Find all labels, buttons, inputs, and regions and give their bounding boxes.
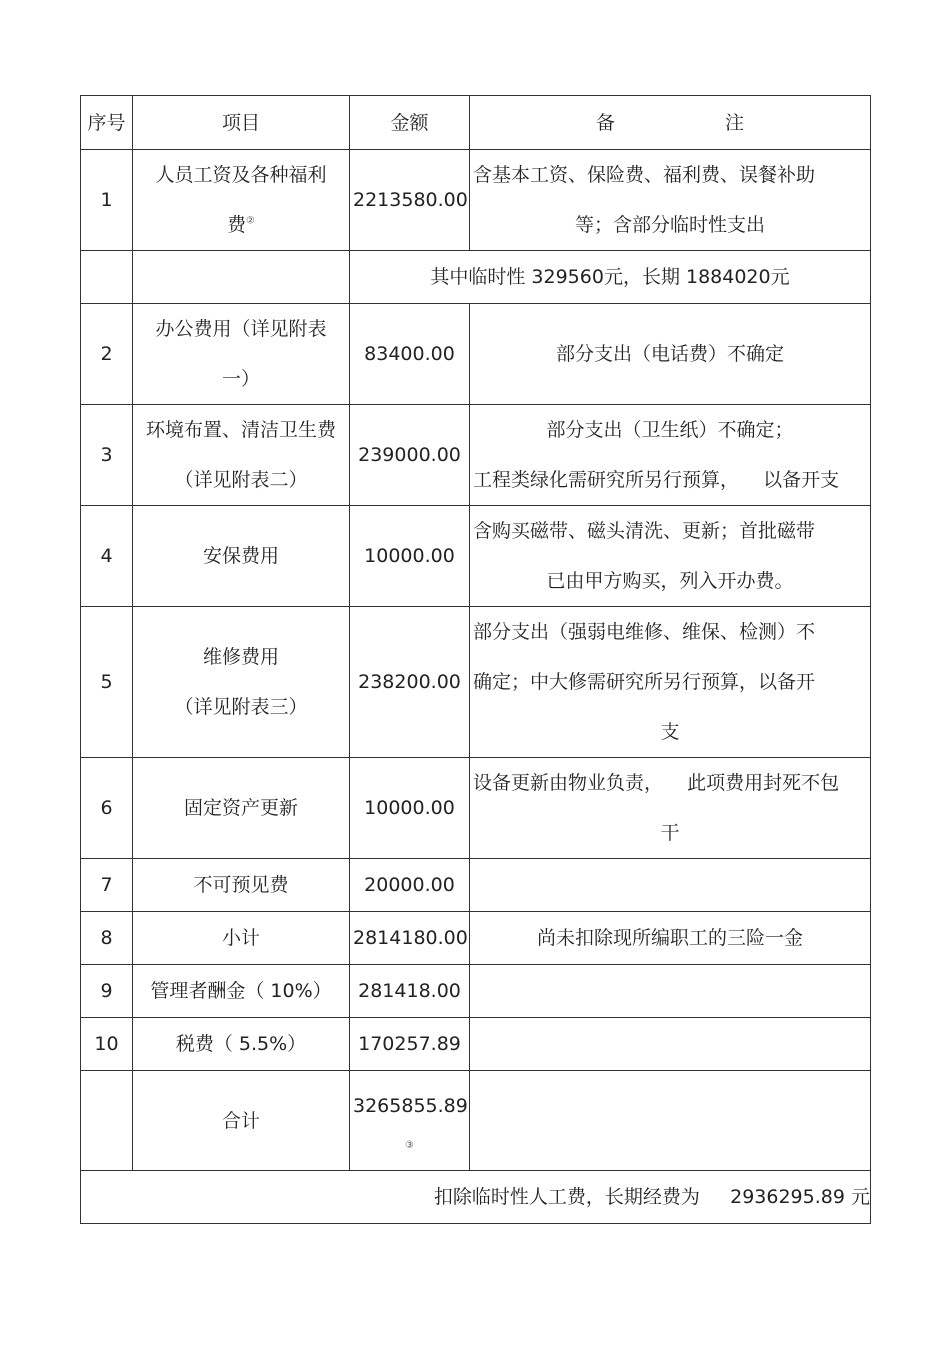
row-amount: 238200.00 (350, 607, 470, 758)
row-item: 税费（ 5.5%） (133, 1018, 350, 1071)
row-no: 5 (81, 607, 133, 758)
row-amount: 10000.00 (350, 758, 470, 859)
row-item: 管理者酬金（ 10%） (133, 965, 350, 1018)
row-no: 4 (81, 506, 133, 607)
long-term-cost-summary: 扣除临时性人工费，长期经费为 2936295.89 元 (81, 1171, 871, 1224)
row-remark: 尚未扣除现所编职工的三险一金 (470, 912, 871, 965)
row-remark: 部分支出（卫生纸）不确定； 工程类绿化需研究所另行预算， 以备开支 (470, 405, 871, 506)
row-no: 6 (81, 758, 133, 859)
row-amount: 170257.89 (350, 1018, 470, 1071)
row-item: 办公费用（详见附表 一） (133, 304, 350, 405)
row-amount: 83400.00 (350, 304, 470, 405)
header-item: 项目 (133, 96, 350, 150)
row-remark (470, 965, 871, 1018)
row-no: 9 (81, 965, 133, 1018)
row-item: 环境布置、清洁卫生费 （详见附表二） (133, 405, 350, 506)
row-no: 2 (81, 304, 133, 405)
row-remark (470, 1071, 871, 1171)
header-no: 序号 (81, 96, 133, 150)
summary-row (81, 251, 871, 304)
row-remark (470, 1018, 871, 1071)
row-amount: 10000.00 (350, 506, 470, 607)
temporary-long-term-summary: 其中临时性 329560元，长期 1884020元 (350, 251, 871, 304)
row-no (81, 1071, 133, 1171)
table-row (81, 304, 871, 405)
budget-table (80, 95, 871, 1224)
footnote-mark: ③ (405, 1139, 414, 1151)
row-item: 安保费用 (133, 506, 350, 607)
footer-row (81, 1171, 871, 1224)
row-remark: 含基本工资、保险费、福利费、误餐补助 等；含部分临时性支出 (470, 150, 871, 251)
table-row (81, 965, 871, 1018)
row-item: 人员工资及各种福利 费② (133, 150, 350, 251)
row-remark (470, 859, 871, 912)
header-remark: 备 注 (470, 96, 871, 150)
row-no: 3 (81, 405, 133, 506)
footnote-mark: ② (246, 215, 255, 227)
row-item: 小计 (133, 912, 350, 965)
row-amount: 20000.00 (350, 859, 470, 912)
table-row (81, 1018, 871, 1071)
row-no: 10 (81, 1018, 133, 1071)
row-remark: 部分支出（电话费）不确定 (470, 304, 871, 405)
table-row (81, 506, 871, 607)
header-amount: 金额 (350, 96, 470, 150)
table-row (81, 912, 871, 965)
row-no: 8 (81, 912, 133, 965)
header-row (81, 96, 871, 150)
row-amount: 281418.00 (350, 965, 470, 1018)
table-row (81, 405, 871, 506)
table-row (81, 607, 871, 758)
table-row (81, 150, 871, 251)
row-remark: 含购买磁带、磁头清洗、更新；首批磁带 已由甲方购买，列入开办费。 (470, 506, 871, 607)
row-item: 固定资产更新 (133, 758, 350, 859)
row-item: 不可预见费 (133, 859, 350, 912)
table-row (81, 859, 871, 912)
row-amount: 2814180.00 (350, 912, 470, 965)
row-amount: 239000.00 (350, 405, 470, 506)
table-row (81, 758, 871, 859)
row-amount: 3265855.89 ③ (350, 1071, 470, 1171)
row-amount: 2213580.00 (350, 150, 470, 251)
row-item: 合计 (133, 1071, 350, 1171)
row-no: 7 (81, 859, 133, 912)
row-no: 1 (81, 150, 133, 251)
row-item: 维修费用 （详见附表三） (133, 607, 350, 758)
row-remark: 部分支出（强弱电维修、维保、检测）不 确定；中大修需研究所另行预算，以备开 支 (470, 607, 871, 758)
total-row (81, 1071, 871, 1171)
row-remark: 设备更新由物业负责， 此项费用封死不包 干 (470, 758, 871, 859)
